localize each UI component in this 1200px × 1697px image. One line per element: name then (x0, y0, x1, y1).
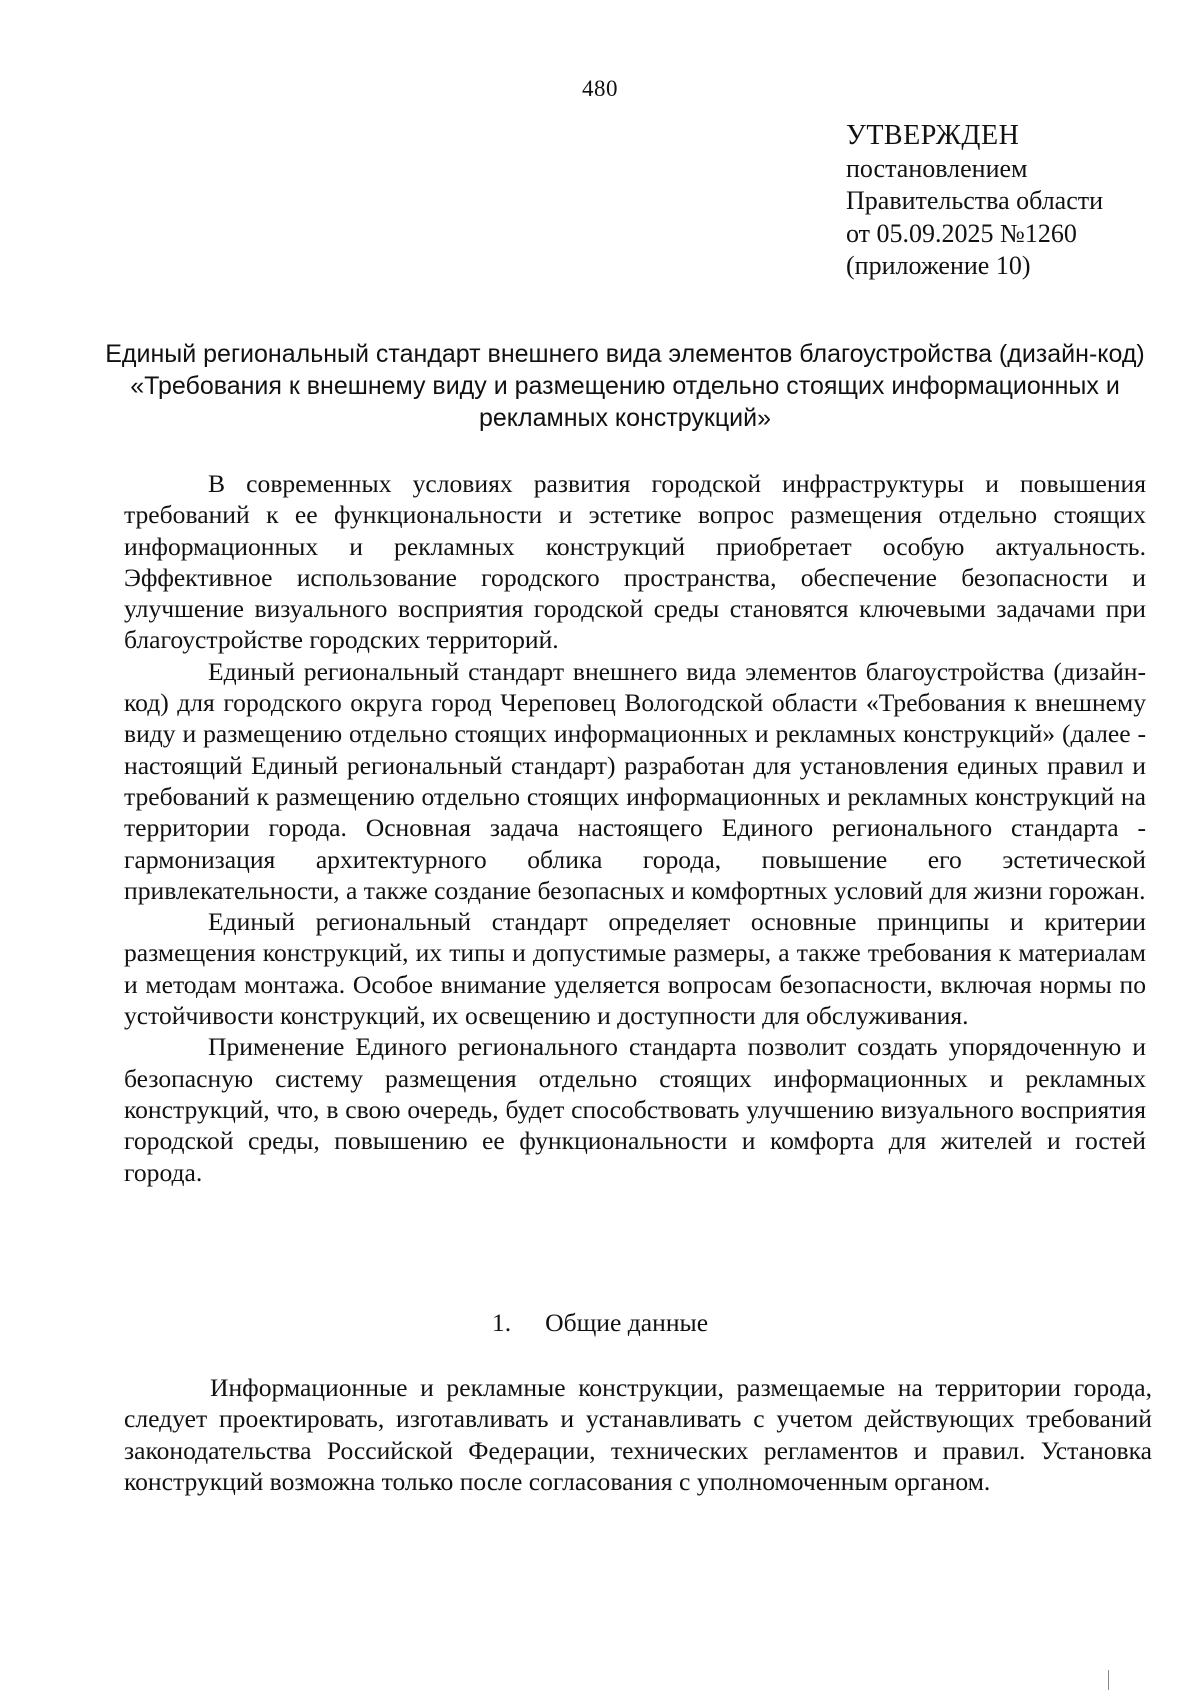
page-number: 480 (582, 76, 618, 101)
approval-line-3: от 05.09.2025 №1260 (846, 218, 1077, 248)
section-title: Общие данные (545, 1308, 709, 1337)
paragraph-2: Единый региональный стандарт внешнего вида элементов благоустройства (дизайн-код) для городского округа город Череповец Вологодской области «Требования к внешнему виду и размещению отдельно стоящих информационных и рекламных конструкций» (далее - настоящий Единый региональный стандарт) разработан для установления единых правил и требований к размещению отдельно стоящих информационных и рекламных конструкций на территории города. Основная задача настоящего Единого регионального стандарта - гармонизация архитектурного облика города, повышение его эстетической привлекательности, а также создание безопасных и комфортных условий для жизни горожан. (124, 656, 1146, 905)
section-body (124, 1372, 1152, 1497)
approval-block (846, 120, 1166, 283)
paragraph-4: Применение Единого регионального стандарта позволит создать упорядоченную и безопасную систему размещения отдельно стоящих информационных и рекламных конструкций, что, в свою очередь, будет способствовать улучшению визуального восприятия городской среды, повышению ее функциональности и комфорта для жителей и гостей города. (124, 1032, 1146, 1187)
scan-mark (1108, 1670, 1109, 1690)
approval-heading: УТВЕРЖДЕН (846, 120, 1020, 151)
section-paragraph: Информационные и рекламные конструкции, размещаемые на территории города, следует проектировать, изготавливать и устанавливать с учетом действующих требований законодательства Российской Федерации, технических регламентов и правил. Установка конструкций возможна только после согласования с уполномоченным органом. (124, 1373, 1152, 1496)
approval-line-4: (приложение 10) (846, 251, 1031, 280)
approval-line-1: постановлением (846, 153, 1028, 183)
paragraph-1: В современных условиях развития городской инфраструктуры и повышения требований к ее функциональности и эстетике вопрос размещения отдельно стоящих информационных и рекламных конструкций приобретает особую актуальность. Эффективное использование городского пространства, обеспечение безопасности и улучшение визуального восприятия городской среды становятся ключевыми задачами при благоустройстве городских территорий. (124, 469, 1146, 655)
document-title: Единый региональный стандарт внешнего вида элементов благоустройства (дизайн-код) «Требования к внешнему виду и размещению отдельно стоящих информационных и рекламных конструкций» (105, 340, 1145, 432)
paragraph-3: Единый региональный стандарт определяет основные принципы и критерии размещения конструкций, их типы и допустимые размеры, а также требования к материалам и методам монтажа. Особое внимание уделяется вопросам безопасности, включая нормы по устойчивости конструкций, их освещению и доступности для обслуживания. (124, 907, 1146, 1031)
approval-line-2: Правительства области (846, 186, 1104, 215)
section-heading (0, 1308, 1200, 1338)
section-number: 1. (491, 1308, 512, 1337)
introduction (124, 468, 1146, 1188)
